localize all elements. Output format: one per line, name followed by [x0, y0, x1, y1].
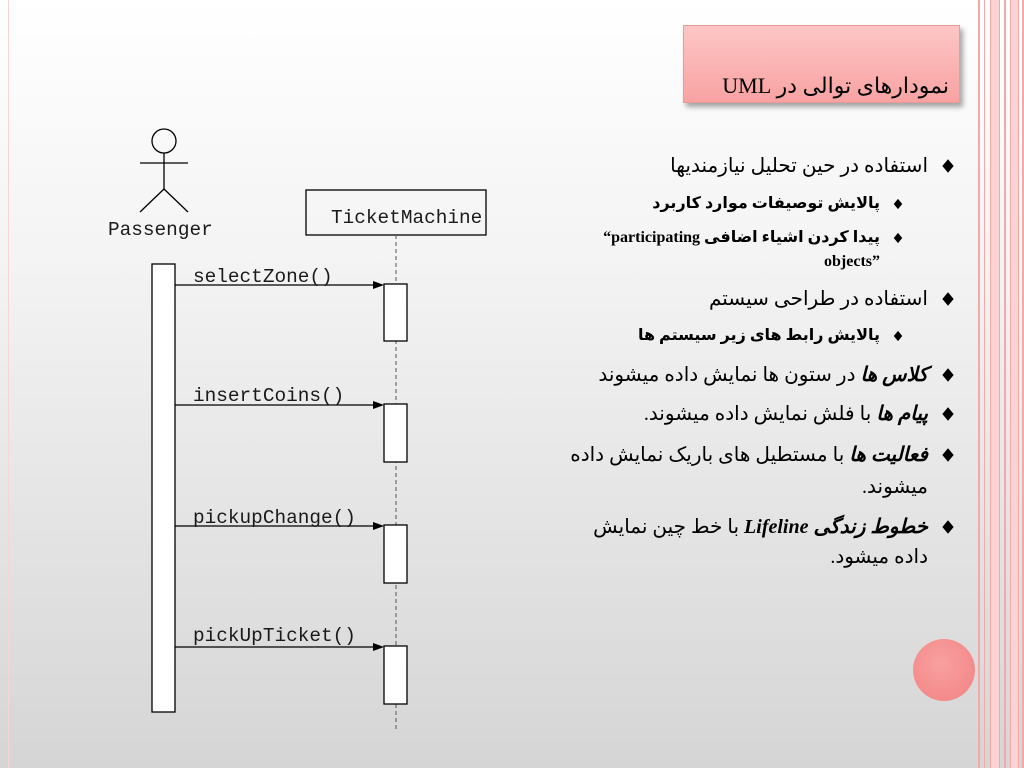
passenger-activation-bar: [152, 264, 175, 712]
bullet-term: پیام ها: [876, 403, 928, 425]
bullet-text: استفاده در حین تحلیل نیازمندیها: [670, 155, 928, 177]
bullet-item: [570, 443, 956, 467]
diamond-bullet-icon: [940, 363, 956, 387]
diamond-bullet-icon: [940, 154, 956, 178]
bullet-text: داده میشود.: [830, 546, 928, 568]
slide-title: نمودارهای توالی در UML: [722, 73, 949, 98]
bullet-item: [644, 402, 956, 426]
message-insert-coins: [175, 385, 384, 409]
activation-bar: [384, 525, 407, 583]
bullet-text: با فلش نمایش داده میشوند.: [643, 403, 872, 425]
actor-head: [152, 129, 176, 153]
bullet-term: فعالیت ها: [849, 444, 928, 466]
diamond-bullet-icon: [940, 287, 956, 311]
bullet-item: [670, 154, 956, 178]
arrowhead-icon: [373, 522, 384, 530]
bullet-item-continuation: [862, 475, 928, 499]
sub-bullet-item: [652, 192, 904, 216]
sub-bullet-latin-text: objects”: [824, 253, 880, 270]
bullet-term: خطوط زندگی: [813, 516, 928, 538]
title-box: [683, 25, 960, 103]
arrowhead-icon: [373, 401, 384, 409]
sub-bullet-latin-text: “participating: [603, 229, 701, 246]
activation-bar: [384, 646, 407, 704]
stripe: [984, 0, 985, 768]
activation-bar: [384, 284, 407, 341]
message-label: selectZone(): [193, 266, 333, 288]
sub-bullet-item: [603, 226, 904, 250]
arrowhead-icon: [373, 643, 384, 651]
arrowhead-icon: [373, 281, 384, 289]
diamond-bullet-icon: [892, 192, 904, 216]
sub-bullet-text: پالایش رابط های زیر سیستم ها: [637, 327, 880, 344]
message-pickup-change: [175, 507, 384, 530]
stripe: [990, 0, 1000, 768]
activation-bar: [384, 404, 407, 462]
stripe: [1004, 0, 1006, 768]
bullet-text: در ستون ها نمایش داده میشوند: [598, 364, 856, 386]
passenger-actor-icon: [140, 129, 188, 212]
actor-left-leg: [140, 189, 164, 212]
sub-bullet-item-continuation: [824, 250, 880, 274]
actor-label: Passenger: [108, 219, 213, 241]
message-label: insertCoins(): [193, 385, 345, 407]
diamond-bullet-icon: [940, 443, 956, 467]
sub-bullet-text: پیدا کردن اشیاء اضافی: [704, 229, 880, 246]
sub-bullet-text: پالایش توصیفات موارد کاربرد: [652, 195, 880, 212]
diamond-bullet-icon: [892, 226, 904, 250]
message-select-zone: [175, 266, 384, 289]
bullet-text: با خط چین نمایش: [593, 516, 740, 538]
bullet-term: کلاس ها: [860, 364, 928, 386]
message-pickup-ticket: [175, 625, 384, 651]
actor-right-leg: [164, 189, 188, 212]
message-label: pickupChange(): [193, 507, 356, 529]
stripe: [978, 0, 980, 768]
stripe: [1010, 0, 1019, 768]
bullet-term-latin: Lifeline: [744, 516, 809, 538]
bullet-text: استفاده در طراحی سیستم: [708, 288, 928, 310]
sub-bullet-item: [638, 324, 904, 348]
message-label: pickUpTicket(): [193, 625, 356, 647]
bullet-text: با مستطیل های باریک نمایش داده: [570, 444, 845, 466]
diamond-bullet-icon: [940, 402, 956, 426]
diamond-bullet-icon: [892, 324, 904, 348]
bullet-item: [598, 363, 956, 387]
object-label: TicketMachine: [331, 207, 483, 229]
diamond-bullet-icon: [940, 515, 956, 539]
bullet-item-continuation: [830, 545, 928, 569]
bullet-item: [593, 515, 956, 539]
bullet-text: میشوند.: [862, 476, 928, 498]
bullet-item: [709, 287, 956, 311]
decorative-circle: [913, 639, 975, 701]
